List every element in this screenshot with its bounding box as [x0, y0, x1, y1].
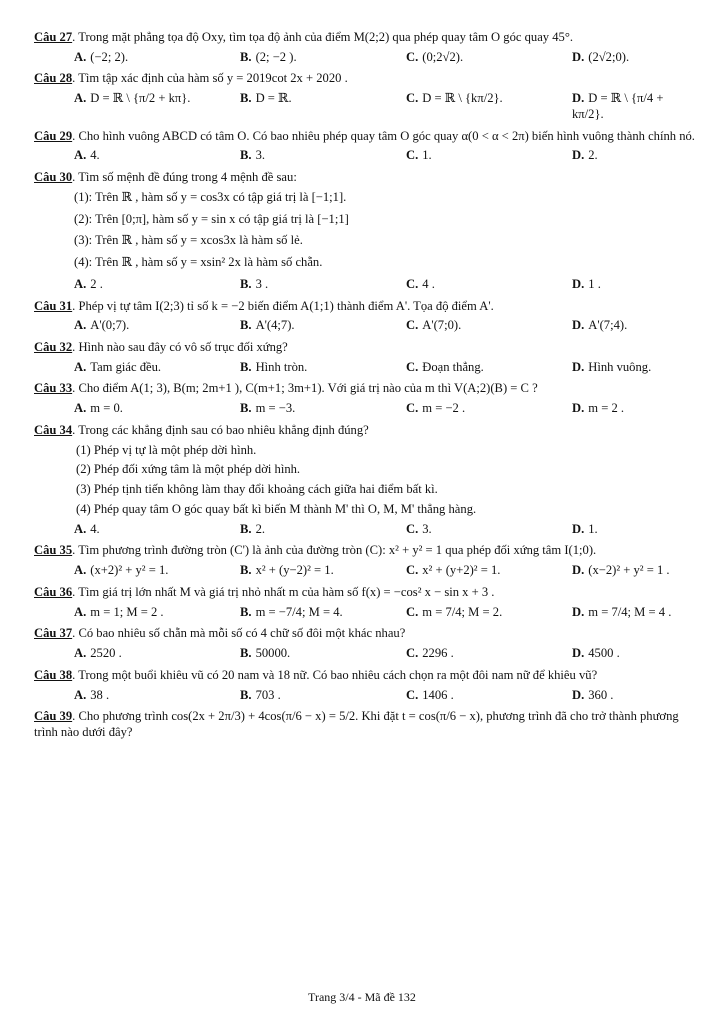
question-block — [34, 381, 698, 416]
answer-option — [406, 360, 572, 376]
option-text: Hình vuông. — [588, 359, 652, 374]
question-text: . Hình nào sau đây có vô số trục đối xứng? — [72, 340, 288, 355]
question-number: Câu 30 — [34, 170, 73, 185]
statement-item: (2): Trên [0;π], hàm số y = sin x có tập giá trị là [−1;1] — [74, 211, 349, 226]
answer-option — [240, 277, 406, 293]
option-letter: C. — [406, 604, 419, 619]
option-letter: A. — [74, 401, 87, 416]
option-text: 2520 . — [90, 646, 122, 661]
statement-item: (4): Trên ℝ , hàm số y = xsin² 2x là hàm số chẵn. — [74, 255, 323, 270]
option-letter: D. — [572, 318, 585, 333]
option-letter: C. — [406, 91, 419, 106]
question-number: Câu 31 — [34, 298, 73, 313]
option-letter: C. — [406, 359, 419, 374]
question-stem — [34, 709, 698, 740]
option-letter: B. — [240, 646, 252, 661]
option-text: 2296 . — [422, 646, 454, 661]
answer-option — [240, 605, 406, 621]
question-number: Câu 27 — [34, 30, 73, 44]
answer-option — [572, 50, 692, 66]
answer-option — [406, 522, 572, 538]
question-block — [34, 71, 698, 122]
option-text: D = ℝ \ {π/2 + kπ}. — [90, 91, 191, 106]
option-letter: D. — [572, 604, 585, 619]
question-block — [34, 129, 698, 164]
answer-option — [74, 91, 240, 122]
question-text: . Trong các khẳng định sau có bao nhiêu khẳng định đúng? — [72, 422, 369, 437]
question-number: Câu 32 — [34, 340, 73, 355]
answer-option — [406, 563, 572, 579]
option-text: Hình tròn. — [255, 359, 308, 374]
option-text: A'(7;0). — [422, 318, 462, 333]
answer-option — [406, 50, 572, 66]
question-text: . Cho điểm A(1; 3), B(m; 2m+1 ), C(m+1; 3m+1). Với giá trị nào của m thì V(A;2)(B) = C ? — [72, 381, 538, 396]
option-text: m = 0. — [90, 401, 123, 416]
answer-options — [34, 360, 698, 376]
option-letter: A. — [74, 91, 87, 106]
answer-option — [240, 148, 406, 164]
option-letter: D. — [572, 521, 585, 536]
answer-option — [406, 401, 572, 417]
statement-item: (4) Phép quay tâm O góc quay bất kì biến M thành M' thì O, M, M' thẳng hàng. — [76, 501, 477, 516]
option-letter: B. — [240, 276, 252, 291]
question-text: . Trong một buổi khiêu vũ có 20 nam và 18 nữ. Có bao nhiêu cách chọn ra một đôi nam nữ để khiêu vũ? — [72, 667, 598, 682]
option-letter: C. — [406, 276, 419, 291]
option-letter: B. — [240, 401, 252, 416]
answer-options — [34, 318, 698, 334]
option-letter: D. — [572, 646, 585, 661]
answer-option — [572, 401, 692, 417]
page-footer: Trang 3/4 - Mã đề 132 — [308, 990, 416, 1004]
option-text: 38 . — [90, 687, 110, 702]
option-letter: D. — [572, 91, 585, 106]
question-block — [34, 299, 698, 334]
option-letter: C. — [406, 646, 419, 661]
answer-option — [572, 522, 692, 538]
answer-option — [572, 148, 692, 164]
option-text: 3 . — [255, 276, 269, 291]
option-letter: A. — [74, 359, 87, 374]
option-text: (x+2)² + y² = 1. — [90, 563, 169, 578]
answer-option — [406, 91, 572, 122]
option-text: m = 7/4; M = 4 . — [588, 604, 672, 619]
question-stem — [34, 543, 698, 559]
answer-option — [240, 50, 406, 66]
option-text: D = ℝ \ {kπ/2}. — [422, 91, 503, 106]
option-letter: A. — [74, 521, 87, 536]
option-letter: A. — [74, 148, 87, 163]
answer-option — [240, 401, 406, 417]
answer-option — [240, 91, 406, 122]
option-letter: B. — [240, 49, 252, 64]
option-text: 1 . — [588, 276, 601, 291]
question-block — [34, 709, 698, 740]
option-text: 4. — [90, 148, 100, 163]
option-letter: D. — [572, 401, 585, 416]
answer-option — [240, 646, 406, 662]
answer-option — [74, 318, 240, 334]
question-stem — [34, 71, 698, 87]
question-block — [34, 585, 698, 620]
option-text: A'(7;4). — [588, 318, 628, 333]
option-letter: C. — [406, 521, 419, 536]
option-text: m = −7/4; M = 4. — [255, 604, 343, 619]
option-text: D = ℝ. — [255, 91, 292, 106]
question-number: Câu 33 — [34, 381, 73, 396]
option-letter: A. — [74, 563, 87, 578]
option-text: (2; −2 ). — [255, 49, 297, 64]
answer-options — [34, 646, 698, 662]
option-letter: D. — [572, 563, 585, 578]
option-letter: D. — [572, 49, 585, 64]
question-text: . Tìm số mệnh đề đúng trong 4 mệnh đề sau: — [72, 170, 297, 185]
option-text: 3. — [422, 521, 432, 536]
answer-option — [406, 318, 572, 334]
answer-option — [74, 522, 240, 538]
option-letter: C. — [406, 563, 419, 578]
answer-options — [34, 563, 698, 579]
option-text: (−2; 2). — [90, 49, 129, 64]
option-text: 50000. — [255, 646, 291, 661]
question-stem — [34, 423, 698, 439]
option-letter: A. — [74, 604, 87, 619]
answer-option — [572, 360, 692, 376]
question-text: . Tìm phương trình đường tròn (C') là ảnh của đường tròn (C): x² + y² = 1 qua phép đối xứng tâm I(1;0). — [72, 543, 597, 558]
statement-item: (1) Phép vị tự là một phép dời hình. — [76, 442, 257, 457]
answer-option — [406, 605, 572, 621]
answer-option — [240, 318, 406, 334]
option-letter: D. — [572, 359, 585, 374]
option-text: 360 . — [588, 687, 614, 702]
answer-option — [74, 148, 240, 164]
option-letter: B. — [240, 148, 252, 163]
question-number: Câu 37 — [34, 626, 73, 641]
answer-option — [572, 563, 692, 579]
question-text: . Cho phương trình cos(2x + 2π/3) + 4cos(π/6 − x) = 5/2. Khi đặt t = cos(π/6 − x), phương trình đã cho trở thành phương trình nào dưới đây? — [34, 709, 679, 739]
question-stem — [34, 30, 698, 46]
question-stem — [34, 340, 698, 356]
answer-options — [34, 522, 698, 538]
question-number: Câu 36 — [34, 584, 73, 599]
option-text: D = ℝ \ {π/4 + kπ/2}. — [572, 91, 664, 121]
option-text: (2√2;0). — [588, 49, 630, 64]
statement-item: (2) Phép đối xứng tâm là một phép dời hình. — [76, 462, 301, 477]
option-text: Đoạn thẳng. — [422, 359, 484, 374]
answer-option — [406, 646, 572, 662]
option-letter: A. — [74, 687, 87, 702]
exam-page — [34, 30, 698, 745]
answer-option — [572, 688, 692, 704]
option-text: 2. — [255, 521, 266, 536]
option-text: m = 7/4; M = 2. — [422, 604, 503, 619]
question-stem — [34, 170, 698, 186]
option-text: x² + (y−2)² = 1. — [255, 563, 334, 578]
option-letter: C. — [406, 148, 419, 163]
question-block — [34, 543, 698, 578]
answer-option — [572, 318, 692, 334]
question-block — [34, 423, 698, 537]
question-number: Câu 28 — [34, 71, 73, 86]
option-letter: B. — [240, 563, 252, 578]
option-text: 1. — [422, 148, 432, 163]
option-letter: C. — [406, 49, 419, 64]
option-letter: A. — [74, 646, 87, 661]
question-block — [34, 626, 698, 661]
option-text: x² + (y+2)² = 1. — [422, 563, 501, 578]
answer-option — [240, 563, 406, 579]
option-text: 1. — [588, 521, 598, 536]
option-letter: B. — [240, 604, 252, 619]
answer-options — [34, 50, 698, 66]
answer-option — [572, 646, 692, 662]
option-letter: B. — [240, 521, 252, 536]
answer-option — [406, 148, 572, 164]
question-text: . Trong mặt phẳng tọa độ Oxy, tìm tọa độ ảnh của điểm M(2;2) qua phép quay tâm O góc quay 45°. — [72, 30, 574, 44]
answer-option — [74, 277, 240, 293]
option-letter: B. — [240, 318, 252, 333]
answer-option — [240, 522, 406, 538]
option-letter: D. — [572, 148, 585, 163]
answer-options — [34, 401, 698, 417]
option-text: 4. — [90, 521, 100, 536]
question-text: . Tìm giá trị lớn nhất M và giá trị nhỏ nhất m của hàm số f(x) = −cos² x − sin x + 3 . — [72, 584, 495, 599]
answer-options — [34, 605, 698, 621]
option-letter: B. — [240, 91, 252, 106]
option-text: 703 . — [255, 687, 281, 702]
question-block — [34, 30, 698, 65]
question-stem — [34, 626, 698, 642]
option-letter: A. — [74, 318, 87, 333]
question-number: Câu 29 — [34, 128, 73, 143]
option-text: A'(4;7). — [255, 318, 295, 333]
question-number: Câu 34 — [34, 422, 73, 437]
option-letter: D. — [572, 687, 585, 702]
option-letter: C. — [406, 318, 419, 333]
question-number: Câu 38 — [34, 667, 73, 682]
option-text: m = −3. — [255, 401, 296, 416]
answer-options — [34, 277, 698, 293]
option-text: A'(0;7). — [90, 318, 130, 333]
question-text: . Phép vị tự tâm I(2;3) tỉ số k = −2 biến điểm A(1;1) thành điểm A'. Tọa độ điểm A'. — [72, 298, 494, 313]
option-text: (0;2√2). — [422, 49, 464, 64]
option-text: 2. — [588, 148, 598, 163]
question-number: Câu 39 — [34, 709, 73, 724]
option-text: 2 . — [90, 276, 103, 291]
option-text: Tam giác đều. — [90, 359, 162, 374]
answer-option — [74, 688, 240, 704]
question-stem — [34, 129, 698, 145]
option-text: 4 . — [422, 276, 435, 291]
answer-option — [572, 91, 692, 122]
question-stem — [34, 585, 698, 601]
answer-option — [240, 688, 406, 704]
question-number: Câu 35 — [34, 543, 73, 558]
answer-option — [572, 277, 692, 293]
question-block — [34, 170, 698, 292]
answer-options — [34, 91, 698, 122]
option-text: 1406 . — [422, 687, 454, 702]
answer-option — [240, 360, 406, 376]
option-text: 4500 . — [588, 646, 620, 661]
answer-option — [406, 688, 572, 704]
option-text: m = 1; M = 2 . — [90, 604, 164, 619]
option-letter: A. — [74, 276, 87, 291]
answer-option — [406, 277, 572, 293]
question-stem — [34, 381, 698, 397]
answer-option — [74, 360, 240, 376]
answer-option — [74, 563, 240, 579]
statement-item: (3) Phép tịnh tiến không làm thay đổi khoảng cách giữa hai điểm bất kì. — [76, 482, 438, 497]
option-text: m = 2 . — [588, 401, 625, 416]
option-letter: A. — [74, 49, 87, 64]
option-letter: B. — [240, 359, 252, 374]
answer-option — [74, 605, 240, 621]
answer-options — [34, 148, 698, 164]
statement-item: (1): Trên ℝ , hàm số y = cos3x có tập giá trị là [−1;1]. — [74, 189, 347, 204]
answer-option — [572, 605, 692, 621]
option-text: (x−2)² + y² = 1 . — [588, 563, 670, 578]
question-stem — [34, 299, 698, 315]
option-text: m = −2 . — [422, 401, 466, 416]
answer-option — [74, 401, 240, 417]
option-letter: B. — [240, 687, 252, 702]
option-letter: C. — [406, 401, 419, 416]
option-letter: C. — [406, 687, 419, 702]
answer-option — [74, 646, 240, 662]
statement-item: (3): Trên ℝ , hàm số y = xcos3x là hàm số lẻ. — [74, 233, 303, 248]
question-text: . Cho hình vuông ABCD có tâm O. Có bao nhiêu phép quay tâm O góc quay α(0 < α < 2π) biến hình vuông thành chính nó. — [72, 128, 695, 143]
question-stem — [34, 668, 698, 684]
answer-options — [34, 688, 698, 704]
option-letter: D. — [572, 276, 585, 291]
question-block — [34, 340, 698, 375]
answer-option — [74, 50, 240, 66]
question-block — [34, 668, 698, 703]
option-text: 3. — [255, 148, 266, 163]
question-text: . Có bao nhiêu số chẵn mà mỗi số có 4 chữ số đôi một khác nhau? — [72, 626, 406, 641]
question-text: . Tìm tập xác định của hàm số y = 2019cot 2x + 2020 . — [72, 71, 348, 86]
